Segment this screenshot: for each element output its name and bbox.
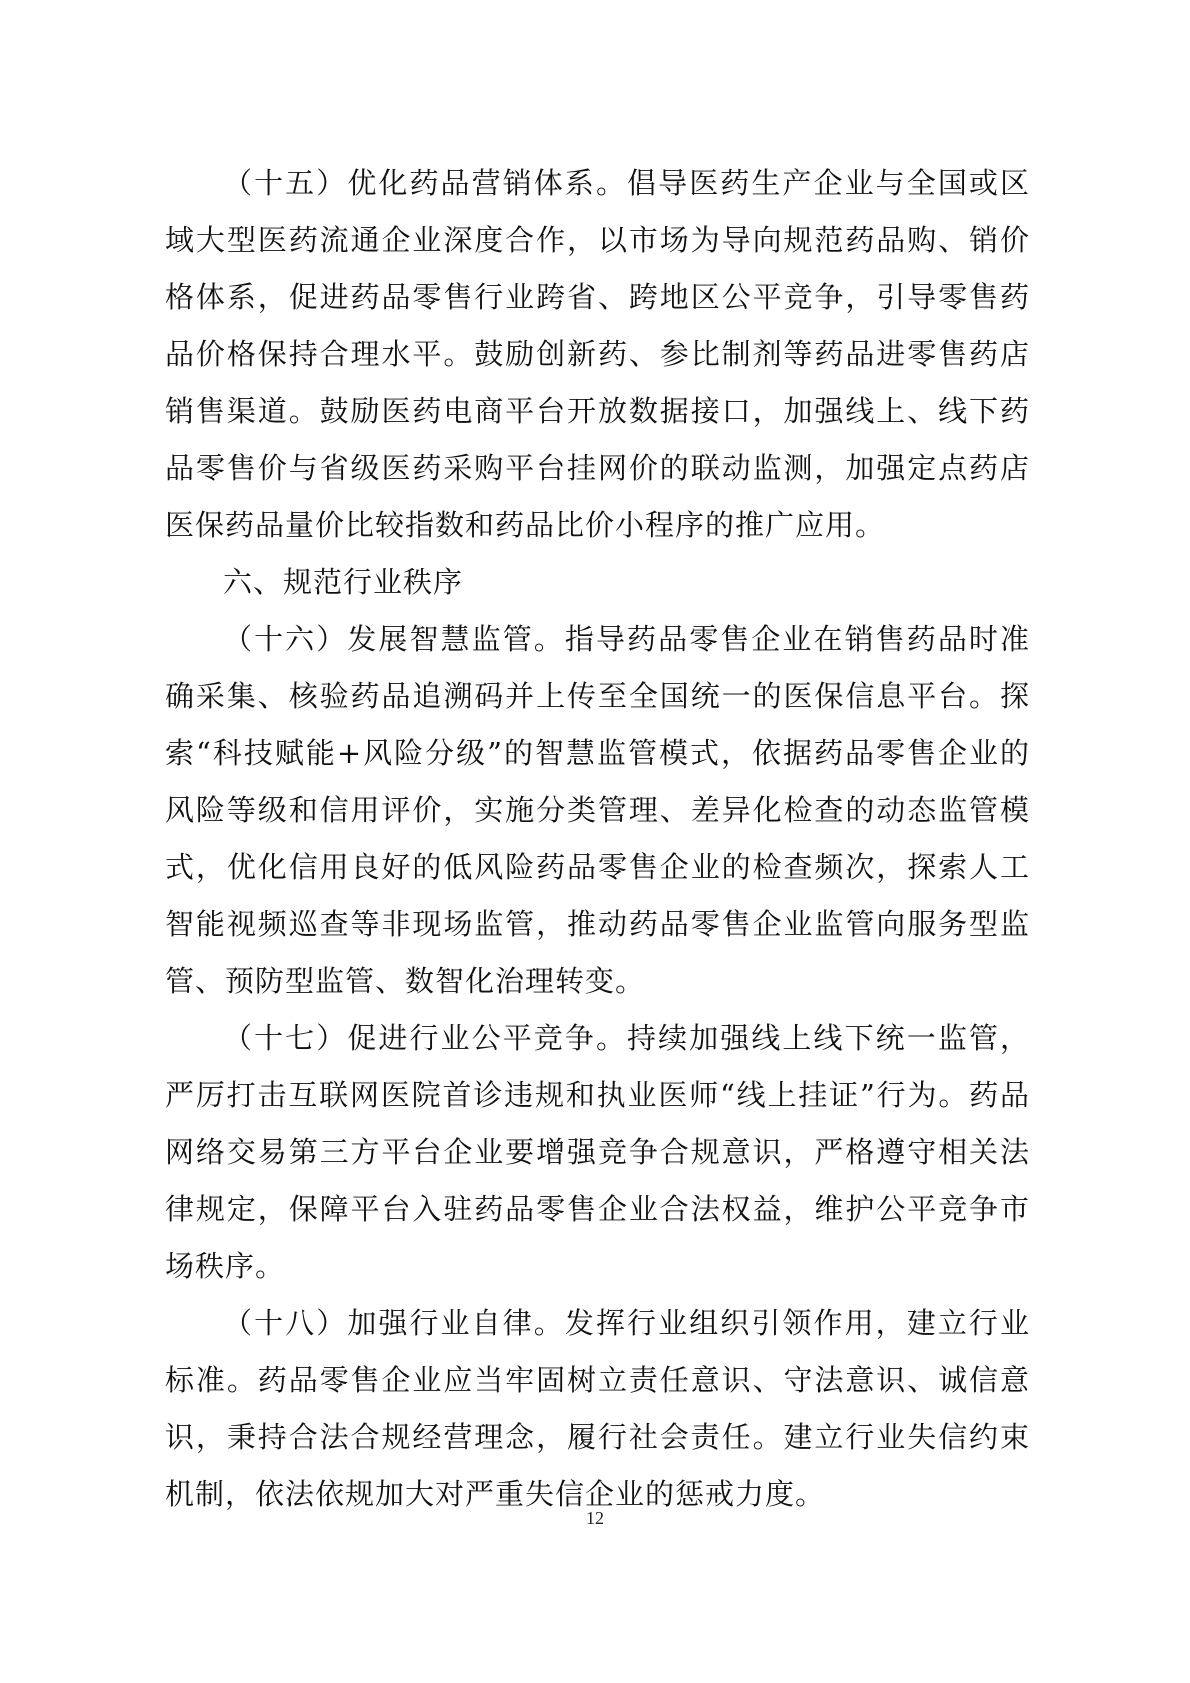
- section-heading-6: 六、规范行业秩序: [223, 565, 464, 599]
- page-number: 12: [586, 1508, 604, 1528]
- paragraph-18: （十八）加强行业自律。发挥行业组织引领作用，建立行业标准。药品零售企业应当牢固树立责任意识、守法意识、诚信意识，秉持合法合规经营理念，履行社会责任。建立行业失信约束机制，依法依规加大对严重失信企业的惩戒力度。: [165, 1306, 1030, 1511]
- document-body: [165, 155, 1030, 1523]
- paragraph-17: （十七）促进行业公平竞争。持续加强线上线下统一监管，严厉打击互联网医院首诊违规和执业医师“线上挂证”行为。药品网络交易第三方平台企业要增强竞争合规意识，严格遵守相关法律规定，保障平台入驻药品零售企业合法权益，维护公平竞争市场秩序。: [165, 1021, 1030, 1283]
- paragraph-15: （十五）优化药品营销体系。倡导医药生产企业与全国或区域大型医药流通企业深度合作，以市场为导向规范药品购、销价格体系，促进药品零售行业跨省、跨地区公平竞争，引导零售药品价格保持合理水平。鼓励创新药、参比制剂等药品进零售药店销售渠道。鼓励医药电商平台开放数据接口，加强线上、线下药品零售价与省级医药采购平台挂网价的联动监测，加强定点药店医保药品量价比较指数和药品比价小程序的推广应用。: [165, 166, 1030, 542]
- paragraph-16: （十六）发展智慧监管。指导药品零售企业在销售药品时准确采集、核验药品追溯码并上传至全国统一的医保信息平台。探索“科技赋能+风险分级”的智慧监管模式，依据药品零售企业的风险等级和信用评价，实施分类管理、差异化检查的动态监管模式，优化信用良好的低风险药品零售企业的检查频次，探索人工智能视频巡查等非现场监管，推动药品零售企业监管向服务型监管、预防型监管、数智化治理转变。: [165, 622, 1030, 998]
